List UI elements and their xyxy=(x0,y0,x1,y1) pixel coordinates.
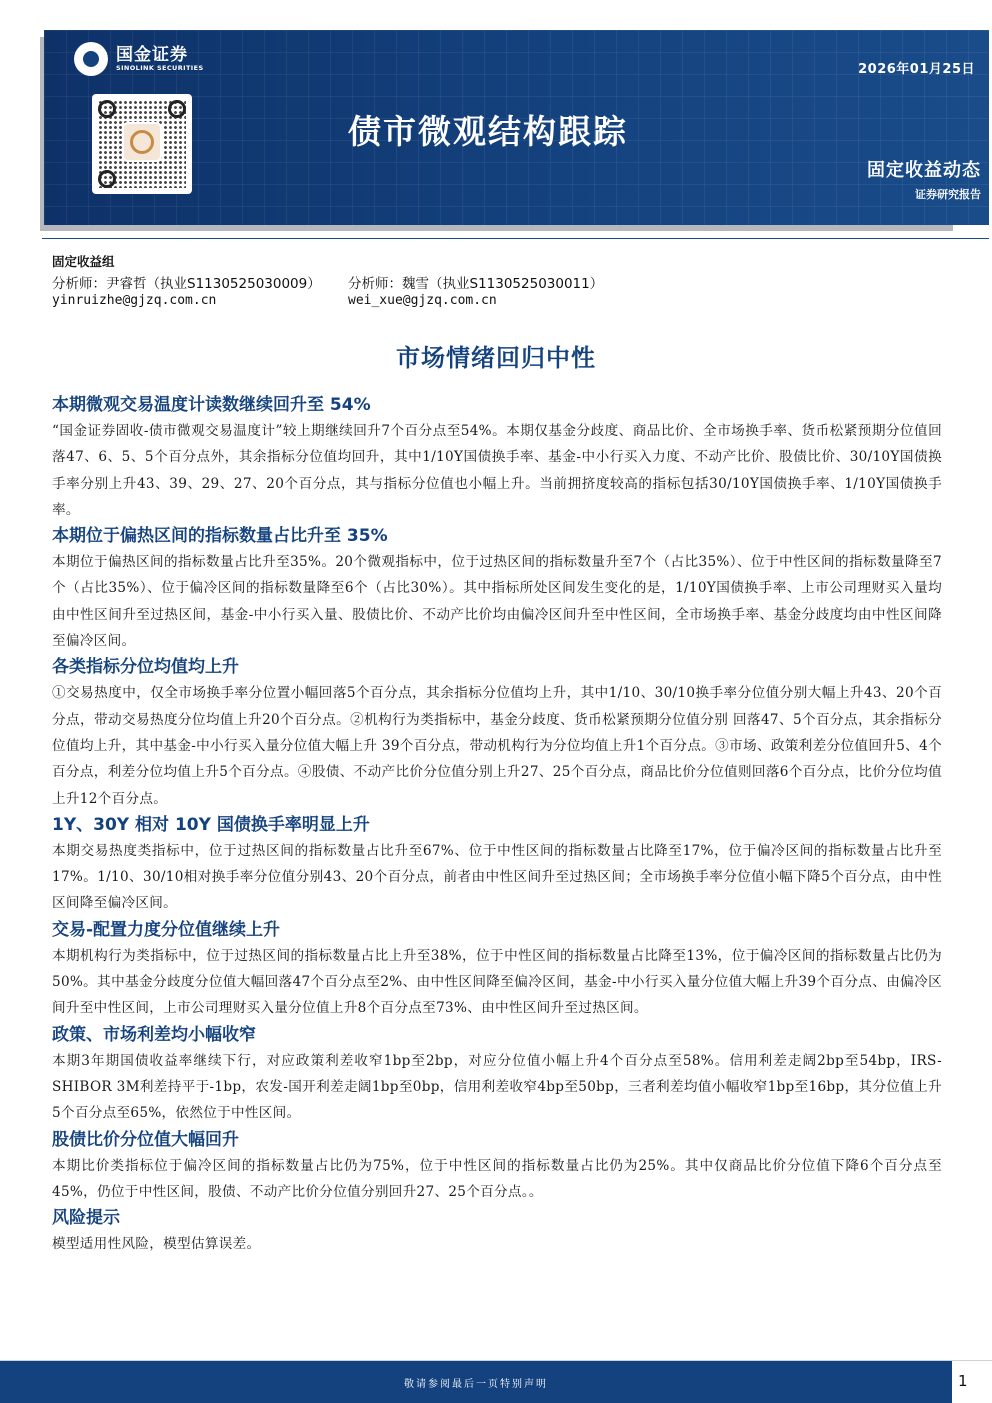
section-valuation xyxy=(52,1127,942,1206)
section-paragraph: 本期位于偏热区间的指标数量占比升至35%。20个微观指标中，位于过热区间的指标数量升至7个（占比35%）、位于中性区间的指标数量降至7个（占比35%）、位于偏冷区间的指标数量降至6个（占比30%）。其中指标所处区间发生变化的是，1/10Y国债换手率、上市公司理财买入量均由中性区间升至过热区间，基金-中小行买入量、股债比价、不动产比价均由偏冷区间升至中性区间，全市场换手率、基金分歧度均由中性区间降至偏冷区间。 xyxy=(52,554,942,650)
section-spreads xyxy=(52,1022,942,1127)
research-group: 固定收益组 xyxy=(52,254,115,269)
report-title: 债市微观结构跟踪 xyxy=(348,112,628,151)
analyst-2: 分析师：魏雪（执业S1130525030011） xyxy=(348,276,604,292)
qr-logo-icon xyxy=(122,122,162,162)
footer-bar xyxy=(0,1361,952,1403)
report-date: 2026年01月25日 xyxy=(858,62,975,77)
section-paragraph: 本期机构行为类指标中，位于过热区间的指标数量占比上升至38%，位于中性区间的指标数量占比降至13%，位于偏冷区间的指标数量占比仍为50%。其中基金分歧度分位值大幅回落47个百分点至2%、由中性区间降至偏冷区间，基金-中小行买入量分位值大幅上升39个百分点、由偏冷区间升至中性区间，上市公司理财买入量分位值上升8个百分点至73%、由中性区间升至过热区间。 xyxy=(52,947,942,1017)
section-title: 交易-配置力度分位值继续上升 xyxy=(52,919,281,940)
section-paragraph: ①交易热度中，仅全市场换手率分位置小幅回落5个百分点，其余指标分位值均上升，其中1/10、30/10换手率分位值分别大幅上升43、20个百分点，带动交易热度分位均值上升20个百分点。②机构行为类指标中，基金分歧度、货币松紧预期分位值分别 回落47、5个百分点，其余指标分位值均上升，其中基金-中小行买入量分位值大幅上升 39个百分点，带动机构行为分位均值上升1个百分点。③市场、政策利差分位值回升5、4个百分点，利差分位均值上升5个百分点。④股债、不动产比价分位值分别上升27、25个百分点，商品比价分位值则回落6个百分点，比价分位均值上升12个百分点。 xyxy=(52,685,942,807)
report-type: 固定收益动态 xyxy=(867,160,981,181)
report-body xyxy=(52,392,942,1257)
company-logo xyxy=(74,42,204,76)
report-banner xyxy=(44,30,989,225)
logo-icon xyxy=(74,42,108,76)
footer-disclaimer[interactable]: 敬请参阅最后一页特别声明 xyxy=(404,1378,548,1390)
report-category: 证券研究报告 xyxy=(915,188,981,201)
section-paragraph: 模型适用性风险，模型估算误差。 xyxy=(52,1236,261,1253)
qr-code-icon xyxy=(92,94,192,194)
section-title: 政策、市场利差均小幅收窄 xyxy=(52,1024,256,1045)
analyst-2-email[interactable]: wei_xue@gjzq.com.cn xyxy=(348,293,497,308)
section-title: 本期位于偏热区间的指标数量占比升至 35% xyxy=(52,526,388,547)
section-paragraph: 本期比价类指标位于偏冷区间的指标数量占比仍为75%，位于中性区间的指标数量占比仍为25%。其中仅商品比价分位值下降6个百分点至45%，仍位于中性区间，股债、不动产比价分位值分别回升27、25个百分点。。 xyxy=(52,1157,942,1200)
section-paragraph: 本期交易热度类指标中，位于过热区间的指标数量占比升至67%、位于中性区间的指标数量占比降至17%，位于偏冷区间的指标数量占比升至17%。1/10、30/10相对换手率分位值分别43、20个百分点，前者由中性区间升至过热区间；全市场换手率分位值小幅下降5个百分点，由中性区间降至偏冷区间。 xyxy=(52,842,942,912)
section-temperature xyxy=(52,392,942,523)
logo-wordmark xyxy=(116,46,204,73)
section-title: 各类指标分位均值均上升 xyxy=(52,657,239,678)
section-hot-ratio xyxy=(52,523,942,654)
page-number: 1 xyxy=(958,1372,968,1390)
section-title: 股债比价分位值大幅回升 xyxy=(52,1129,239,1150)
header-divider xyxy=(42,238,989,239)
section-paragraph: 本期3年期国债收益率继续下行，对应政策利差收窄1bp至2bp，对应分位值小幅上升4个百分点至58%。信用利差走阔2bp至54bp，IRS-SHIBOR 3M利差持平于-1bp，农发-国开利差走阔1bp至0bp，信用利差收窄4bp至50bp，三者利差均值小幅收窄1bp至16bp，其分位值上升5个百分点至65%，依然位于中性区间。 xyxy=(52,1052,942,1122)
section-turnover xyxy=(52,812,942,917)
section-institution xyxy=(52,917,942,1022)
section-paragraph: “国金证券固收-债市微观交易温度计”较上期继续回升7个百分点至54%。本期仅基金分歧度、商品比价、全市场换手率、货币松紧预期分位值回落47、6、5、5个百分点外，其余指标分位值均回升，其中1/10Y国债换手率、基金-中小行买入力度、不动产比价、股债比价、30/10Y国债换手率分别上升43、39、29、27、20个百分点，其与指标分位值也小幅上升。当前拥挤度较高的指标包括30/10Y国债换手率、1/10Y国债换手率。 xyxy=(52,423,942,518)
logo-name-en: SINOLINK SECURITIES xyxy=(116,63,204,72)
section-indicator-means xyxy=(52,654,942,811)
section-title: 本期微观交易温度计读数继续回升至 54% xyxy=(52,395,371,415)
section-risk xyxy=(52,1205,942,1257)
main-headline: 市场情绪回归中性 xyxy=(396,344,596,372)
section-title: 风险提示 xyxy=(52,1208,120,1229)
logo-name-cn: 国金证券 xyxy=(116,44,188,65)
analyst-1: 分析师：尹睿哲（执业S1130525030009） xyxy=(52,276,321,292)
section-title: 1Y、30Y 相对 10Y 国债换手率明显上升 xyxy=(52,814,370,835)
analyst-1-email[interactable]: yinruizhe@gjzq.com.cn xyxy=(52,293,217,308)
